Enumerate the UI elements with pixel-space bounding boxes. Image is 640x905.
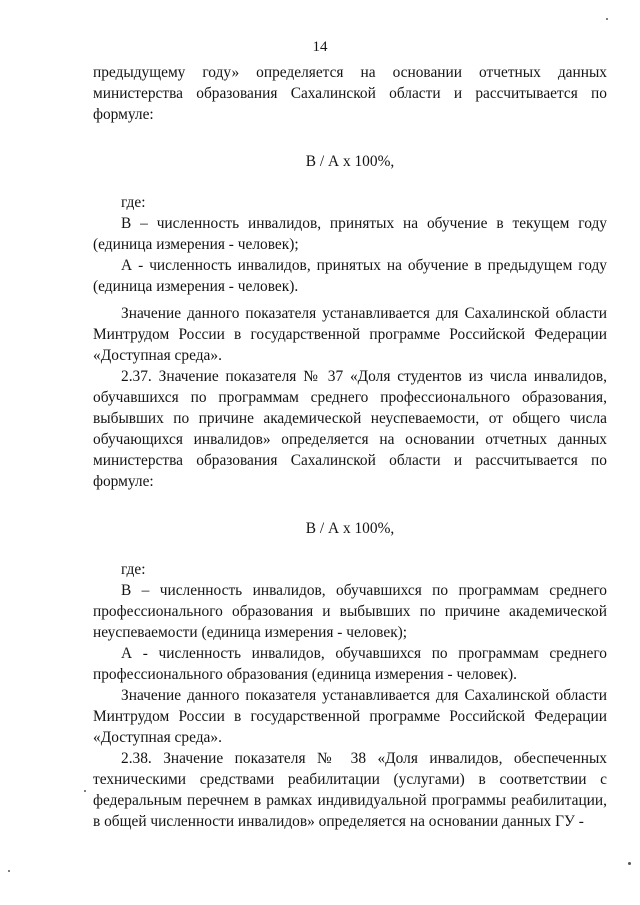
document-body (93, 62, 607, 832)
section-2-38: 2.38. Значение показателя № 38 «Доля инвалидов, обеспеченных техническими средствами реабилитации (услугами) в соответствии с федеральным перечнем в рамках индивидуальной программы реабилитации, в общей численности инвалидов» определяется на основании данных ГУ - (93, 750, 607, 830)
scan-speck (84, 790, 86, 792)
definition-b-2: В – численность инвалидов, обучавшихся по программам среднего профессионального образования и выбывших по причине академической неуспеваемости (единица измерения - человек); (93, 582, 607, 641)
page-number: 14 (312, 39, 328, 55)
scan-speck (8, 870, 10, 872)
definition-a-1: А - численность инвалидов, принятых на обучение в предыдущем году (единица измерения - человек). (93, 257, 607, 295)
scan-speck (628, 862, 631, 865)
indicator-value-note-2: Значение данного показателя устанавливается для Сахалинской области Минтрудом России в государственной программе Российской Федерации «Доступная среда». (93, 687, 607, 746)
where-label-2: где: (121, 561, 146, 578)
definition-b-1: В – численность инвалидов, принятых на обучение в текущем году (единица измерения - человек); (93, 215, 607, 253)
paragraph-continuation: предыдущему году» определяется на основании отчетных данных министерства образования Сахалинской области и рассчитывается по формуле: (93, 64, 607, 123)
formula-1: В / А х 100%, (305, 153, 395, 170)
scan-speck (606, 18, 608, 20)
where-label-1: где: (121, 194, 146, 211)
definition-a-2: А - численность инвалидов, обучавшихся по программам среднего профессионального образования (единица измерения - человек). (93, 645, 607, 683)
section-2-37: 2.37. Значение показателя № 37 «Доля студентов из числа инвалидов, обучавшихся по программам среднего профессионального образования, выбывших по причине академической неуспеваемости, от общего числа обучающихся инвалидов» определяется на основании отчетных данных министерства образования Сахалинской области и рассчитывается по формуле: (93, 368, 607, 490)
formula-2: В / А х 100%, (305, 520, 395, 537)
indicator-value-note-1: Значение данного показателя устанавливается для Сахалинской области Минтрудом России в государственной программе Российской Федерации «Доступная среда». (93, 305, 607, 364)
